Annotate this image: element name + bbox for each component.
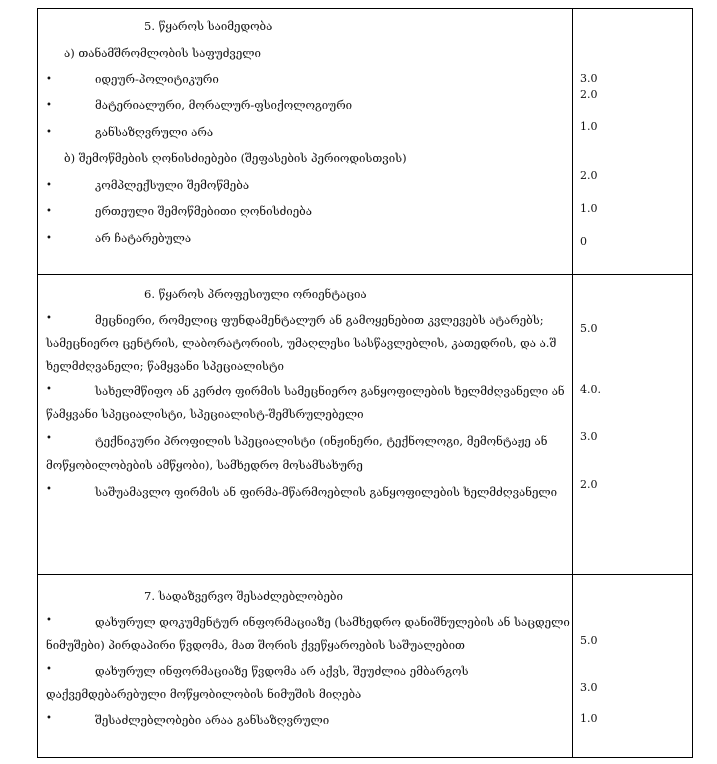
score-value: 3.0 [580, 681, 598, 694]
criterion-label: კომპლექსული შემოწმება [95, 178, 250, 192]
bullet: • [46, 100, 52, 111]
criterion-label: მოწყობილობების ამწყობი), სამხედრო მოსამსახურე [46, 458, 363, 472]
score-value: 1.0 [580, 712, 598, 725]
score-value: 5.0 [580, 634, 598, 647]
bullet: • [46, 233, 52, 244]
bullet: • [46, 384, 52, 395]
criterion-label: საშუამავლო ფირმის ან ფირმა-მწარმოებლის განყოფილების ხელმძღვანელი [95, 485, 558, 499]
score-value: 5.0 [580, 322, 598, 335]
bullet: • [46, 713, 52, 724]
row-divider [37, 274, 693, 275]
section-5-heading: 5. წყაროს საიმედობა [144, 19, 273, 33]
section-5-subheading-b: ბ) შემოწმების ღონისძიებები (შეფასების პერიოდისთვის) [64, 151, 407, 165]
criterion-label: დახურულ ინფორმაციაზე წვდომა არ აქვს, შეუძლია ემბარგოს [95, 664, 469, 678]
criterion-label: სახელმწიფო ან კერძო ფირმის სამეცნიერო განყოფილების ხელმძღვანელი ან [95, 384, 565, 398]
bullet: • [46, 206, 52, 217]
criterion-label: დაქვემდებარებული მოწყობილობის ნიმუშის მიღება [46, 687, 362, 701]
score-value: 0 [580, 235, 587, 248]
bullet: • [46, 484, 52, 495]
criterion-label: დახურულ დოკუმენტურ ინფორმაციაზე (სამხედრო დანიშნულების ან საცდელი [95, 615, 570, 629]
criterion-label: იდეურ-პოლიტიკური [95, 72, 219, 86]
criterion-label: ხელმძღვანელი; წამყვანი სპეციალისტი [46, 359, 284, 373]
bullet: • [46, 433, 52, 444]
bullet: • [46, 180, 52, 191]
criterion-label: შესაძლებლობები არაა განსაზღვრული [95, 713, 330, 727]
bullet: • [46, 74, 52, 85]
criterion-label: განსაზღვრული არა [95, 125, 214, 139]
criterion-label: ერთეული შემოწმებითი ღონისძიება [95, 204, 312, 218]
bullet: • [46, 664, 52, 675]
criterion-label: არ ჩატარებულა [95, 231, 192, 245]
score-value: 2.0 [580, 169, 598, 182]
criterion-label: წამყვანი სპეციალისტი, სპეციალისტ-შემსრულებელი [46, 407, 364, 421]
section-5-subheading-a: ა) თანამშრომლობის საფუძველი [64, 46, 261, 60]
bullet: • [46, 615, 52, 626]
criterion-label: ტექნიკური პროფილის სპეციალისტი (ინჟინერი, ტექნოლოგი, მემონტაჟე ან [95, 434, 548, 448]
score-value: 3.0 [580, 430, 598, 443]
row-divider [37, 574, 693, 575]
section-6-heading: 6. წყაროს პროფესიული ორიენტაცია [144, 287, 367, 301]
criterion-label: მეცნიერი, რომელიც ფუნდამენტალურ ან გამოყენებით კვლევებს ატარებს; [95, 313, 544, 327]
criterion-label: სამეცნიერო ცენტრის, ლაბორატორიის, უმაღლესი სასწავლებლის, კათედრის, და ა.შ [46, 336, 557, 350]
score-value: 4.0. [580, 383, 601, 396]
score-value: 3.0 [580, 72, 598, 85]
section-7-heading: 7. სადაზვერვო შესაძლებლობები [144, 589, 343, 603]
score-value: 1.0 [580, 120, 598, 133]
score-value: 2.0 [580, 478, 598, 491]
column-divider [572, 8, 573, 758]
criterion-label: მატერიალური, მორალურ-ფსიქოლოგიური [95, 98, 353, 112]
score-value: 2.0 [580, 88, 598, 101]
criterion-label: ნიმუშები) პირდაპირი წვდომა, მათ შორის ქვეწყაროების საშუალებით [46, 638, 465, 652]
bullet: • [46, 313, 52, 324]
bullet: • [46, 127, 52, 138]
score-value: 1.0 [580, 202, 598, 215]
